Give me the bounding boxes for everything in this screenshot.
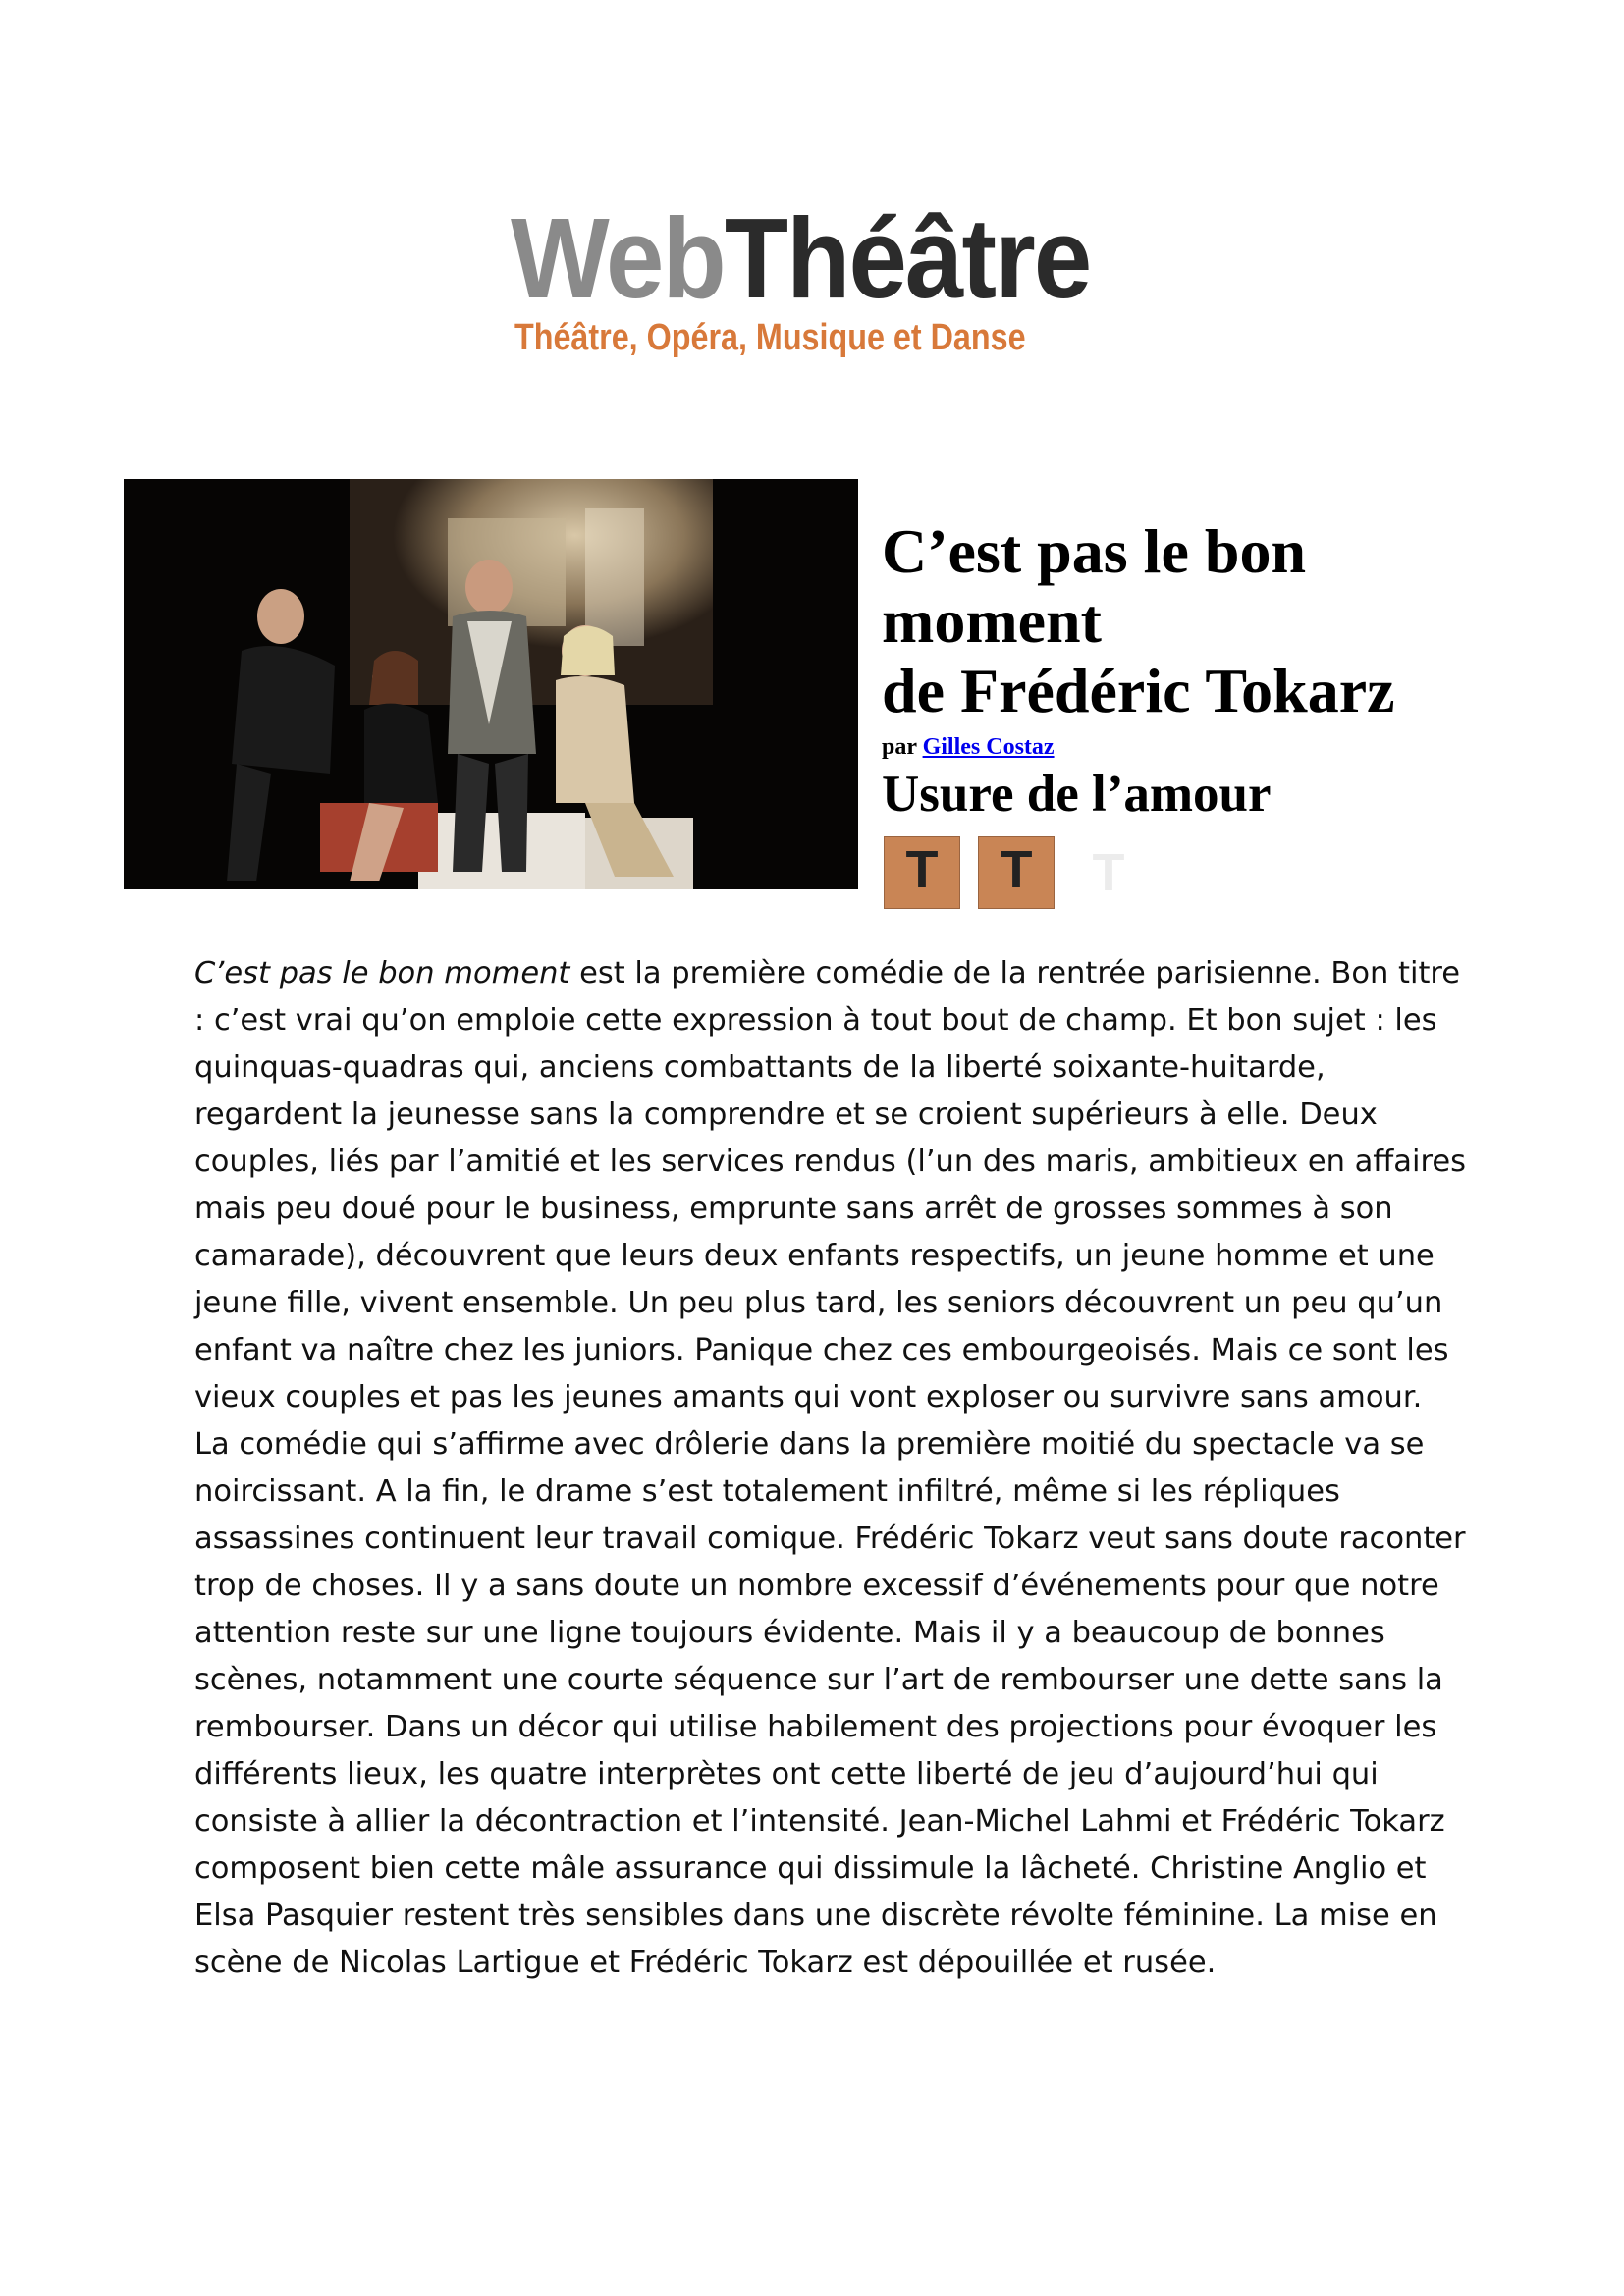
article-body [194, 950, 1471, 1987]
logo-wordmark [511, 194, 1091, 322]
badge-letter: T [1092, 843, 1125, 902]
logo-web-text: Web [511, 194, 725, 322]
faded-badge [1070, 838, 1147, 907]
paragraph-2: La comédie qui s’affirme avec drôlerie dans la première moitié du spectacle va se noircissant. A la fin, le drame s’est totalement infiltré, même si les répliques assassines continuent leur travail comique. Frédéric Tokarz veut sans doute raconter trop de choses. Il y a sans doute un nombre excessif d’événements pour que notre attention reste sur une ligne toujours évidente. Mais il y a beaucoup de bonnes scènes, notamment une courte séquence sur l’art de rembourser une dette sans la rembourser. Dans un décor qui utilise habilement des projections pour évoquer les différents lieux, les quatre interprètes ont cette liberté de jeu d’aujourd’hui qui consiste à allier la décontraction et l’intensité. Jean-Michel Lahmi et Frédéric Tokarz composent bien cette mâle assurance qui dissimule la lâcheté. Christine Anglio et Elsa Pasquier restent très sensibles dans une discrète révolte féminine. La mise en scène de Nicolas Lartigue et Frédéric Tokarz est dépouillée et rusée. [194, 1427, 1466, 1980]
article-subtitle: Usure de l’amour [882, 766, 1272, 823]
site-logo[interactable] [511, 194, 1119, 358]
webtheatre-badge [978, 836, 1055, 909]
paragraph-1-text: est la première comédie de la rentrée parisienne. Bon titre : c’est vrai qu’on emploie cette expression à tout bout de champ. Et bon sujet : les quinquas-quadras qui, anciens combattants de la liberté soixante-huitarde, regardent la jeunesse sans la comprendre et se croient supérieurs à elle. Deux couples, liés par l’amitié et les services rendus (l’un des maris, ambitieux en affaires mais peu doué pour le business, emprunte sans arrêt de grosses sommes à son camarade), découvrent que leurs deux enfants respectifs, un jeune homme et une jeune fille, vivent ensemble. Un peu plus tard, les seniors découvrent un peu qu’un enfant va naître chez les juniors. Panique chez ces embourgeoisés. Mais ce sont les vieux couples et pas les jeunes amants qui vont exploser ou survivre sans amour. [194, 956, 1466, 1415]
rating-badges [884, 836, 1257, 909]
webtheatre-badge [884, 836, 960, 909]
paragraph-1 [194, 950, 1471, 1421]
article-title [882, 516, 1530, 725]
play-title-italic: C’est pas le bon moment [194, 956, 570, 990]
byline-prefix: par [882, 734, 917, 760]
badge-letter: T [905, 840, 939, 899]
author-link[interactable]: Gilles Costaz [922, 734, 1055, 760]
byline [882, 733, 1530, 761]
badge-letter: T [1000, 840, 1033, 899]
stage-photo [124, 479, 858, 889]
article-header [882, 516, 1530, 824]
logo-theatre-text: Théâtre [724, 194, 1091, 322]
title-line-3: de Frédéric Tokarz [882, 656, 1395, 725]
title-line-2: moment [882, 586, 1102, 656]
logo-tagline: Théâtre, Opéra, Musique et Danse [514, 317, 1026, 358]
title-line-1: C’est pas le bon [882, 516, 1307, 586]
